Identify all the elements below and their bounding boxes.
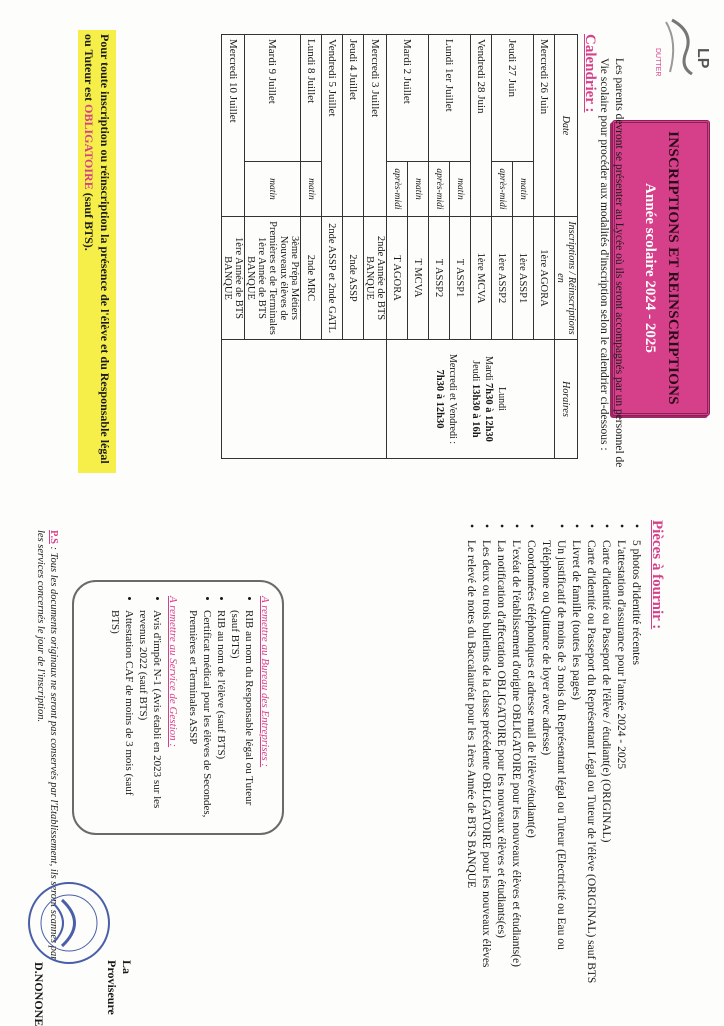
row-class: T MCVA bbox=[408, 217, 429, 340]
row-slot: matin bbox=[301, 162, 322, 217]
logo-text: LP bbox=[694, 48, 711, 69]
row-slot: après-midi bbox=[387, 162, 408, 217]
remit-box bbox=[72, 580, 284, 835]
row-class: 1ère AGORA bbox=[534, 217, 555, 340]
hours-day-jeudi: Jeudi bbox=[470, 360, 481, 382]
row-date: Jeudi 4 Juillet bbox=[343, 35, 364, 217]
gestion-title: A remettre au Service de Gestion : bbox=[167, 596, 179, 748]
list-item: • Livret de famille (toutes les pages) bbox=[568, 534, 583, 1000]
notice-part1: Pour toute inscription ou réinscription la présence de l'élève et du Responsable légal ou Tuteur est bbox=[82, 34, 112, 464]
row-class: 2nde ASSP et 2nde GATL bbox=[322, 217, 343, 340]
list-item: • Certificat médical pour les élèves de Secondes, Premières et Terminales ASSP bbox=[186, 610, 214, 819]
list-item: • 5 photos d'identité récentes bbox=[628, 534, 643, 1000]
list-item: • RIB au nom du Responsable légal ou Tuteur (sauf BTS) bbox=[228, 610, 256, 819]
row-date: Vendredi 28 Juin bbox=[471, 35, 492, 217]
school-stamp-icon bbox=[26, 880, 112, 966]
row-date: Mardi 2 Juillet bbox=[387, 35, 429, 162]
header-hours: Horaires bbox=[555, 340, 578, 459]
title-banner bbox=[612, 120, 710, 416]
signer-name: D.NONONE bbox=[32, 962, 46, 1026]
documents-section bbox=[463, 520, 664, 1000]
list-item: • Les deux ou trois bulletins de la classe précédente OBLIGATOIRE pour les nouveaux élèves bbox=[478, 534, 493, 1000]
notice-part2: (sauf BTS). bbox=[82, 189, 96, 251]
list-item: • Carte d'identité ou Passeport du Représentant Légal ou Tuteur de l'élève (ORIGINAL) sauf BTS bbox=[583, 534, 598, 1000]
gestion-list bbox=[108, 596, 164, 819]
row-class: 2nde MRC bbox=[301, 217, 322, 340]
intro-paragraph: Les parents devront se présenter au Lycée où ils seront accompagnés par un personnel de Vie scolaire pour procéder aux modalités d'inscription selon le calendrier ci-dessous : bbox=[598, 58, 625, 468]
row-date: Mercredi 26 Juin bbox=[534, 35, 555, 217]
list-item: • Le relevé de notes du Baccalauréat pour les 1ères Année de BTS BANQUE bbox=[463, 534, 478, 1000]
list-item: • Coordonnées téléphoniques et adresse mail de l'élève/étudiant(e) bbox=[523, 534, 538, 1000]
list-item: • L'attestation d'assurance pour l'année 2024 - 2025 bbox=[613, 534, 628, 1000]
hours-morning: 7h30 à 12h30 bbox=[483, 383, 494, 442]
header-inscriptions: Inscriptions / Réinscriptions en bbox=[555, 217, 578, 340]
row-class: 2nde Année de BTS BANQUE bbox=[364, 217, 387, 340]
header-date: Date bbox=[555, 35, 578, 217]
list-item: • La notification d'affectation OBLIGATOIRE pour les nouveaux élèves et étudiants(es) bbox=[493, 534, 508, 1000]
calendar-table bbox=[221, 34, 578, 459]
ps-text: : Tous les documents originaux ne seront pas conservés par l'Etablissement, ils seront scannés par les services concernés le jour de l'inscription. bbox=[35, 530, 59, 961]
list-item: • RIB au nom de l'élève (sauf BTS) bbox=[214, 610, 228, 819]
list-item: • Avis d'impôt N-1 (Avis établi en 2023 sur les revenus 2022 (sauf BTS) bbox=[136, 610, 164, 819]
row-slot: après-midi bbox=[429, 162, 450, 217]
calendar-title: Calendrier : bbox=[582, 34, 598, 113]
list-item: • L'exéat de l'établissement d'origine OBLIGATOIRE pour les nouveaux élèves et étudiants(e) bbox=[508, 534, 523, 1000]
row-slot: matin bbox=[408, 162, 429, 217]
row-class: T AGORA bbox=[387, 217, 408, 340]
list-item: • Carte d'identité ou Passeport de l'élève / étudiant(e) (ORIGINAL) bbox=[598, 534, 613, 1000]
row-slot: après-midi bbox=[492, 162, 513, 217]
notice-emphasis: OBLIGATOIRE bbox=[82, 104, 96, 190]
row-date: Mercredi 10 Juillet bbox=[222, 35, 245, 217]
row-class: T ASSP2 bbox=[429, 217, 450, 340]
hours-empty-cell bbox=[222, 340, 387, 459]
logo-subtext: DUTTER bbox=[654, 48, 661, 77]
hours-day-lundi: Lundi bbox=[496, 387, 507, 411]
row-class: 1ère ASSP1 bbox=[513, 217, 534, 340]
row-class: 3ème Prépa Métiers Nouveaux élèves de Premières et de Terminales 1ère Année de BTS BANQUE bbox=[245, 217, 301, 340]
row-class: T ASSP1 bbox=[450, 217, 471, 340]
row-class: 1ère MCVA bbox=[471, 217, 492, 340]
documents-title: Pièces à fournir : bbox=[649, 520, 665, 630]
banner-subtitle: Année scolaire 2024 - 2025 bbox=[642, 183, 658, 353]
hours-afternoon: 13h30 à 16h bbox=[470, 383, 481, 438]
row-class: 1ère Année de BTS BANQUE bbox=[222, 217, 245, 340]
mandatory-presence-notice bbox=[78, 30, 116, 473]
row-date: Vendredi 5 Juillet bbox=[322, 35, 343, 217]
table-row bbox=[534, 35, 555, 459]
signer-title: La Proviseure bbox=[105, 960, 134, 1015]
hours-day-mardi: Mardi bbox=[483, 356, 494, 381]
ps-label: P.S bbox=[48, 530, 59, 544]
row-date: Lundi 8 Juillet bbox=[301, 35, 322, 162]
row-slot: matin bbox=[245, 162, 301, 217]
row-date: Mardi 9 Juillet bbox=[245, 35, 301, 162]
row-date: Jeudi 27 Juin bbox=[492, 35, 534, 162]
bureau-title: A remettre au Bureau des Entreprises : bbox=[259, 596, 271, 768]
row-class: 1ère ASSP2 bbox=[492, 217, 513, 340]
list-item: • Un justificatif de moins de 3 mois du Représentant légal ou Tuteur (Electricité ou Eau ou Téléphone ou Quittance de loyer avec adresse) bbox=[538, 534, 568, 1000]
row-date: Lundi 1er Juillet bbox=[429, 35, 471, 162]
hours-wedfri-label: Mercredi et Vendredi : bbox=[447, 353, 458, 445]
bureau-list bbox=[186, 596, 256, 819]
row-date: Mercredi 3 Juillet bbox=[364, 35, 387, 217]
hours-wedfri: 7h30 à 12h30 bbox=[434, 369, 445, 429]
documents-list bbox=[463, 520, 643, 1000]
list-item: • Attestation CAF de moins de 3 mois (sauf BTS) bbox=[108, 610, 136, 819]
school-logo bbox=[654, 12, 714, 82]
hours-weekdays bbox=[387, 340, 555, 459]
table-row bbox=[364, 35, 387, 459]
row-class: 2nde ASSP bbox=[343, 217, 364, 340]
row-slot: matin bbox=[513, 162, 534, 217]
banner-title: INSCRIPTIONS ET REINSCRIPTIONS bbox=[665, 131, 681, 405]
row-slot: matin bbox=[450, 162, 471, 217]
